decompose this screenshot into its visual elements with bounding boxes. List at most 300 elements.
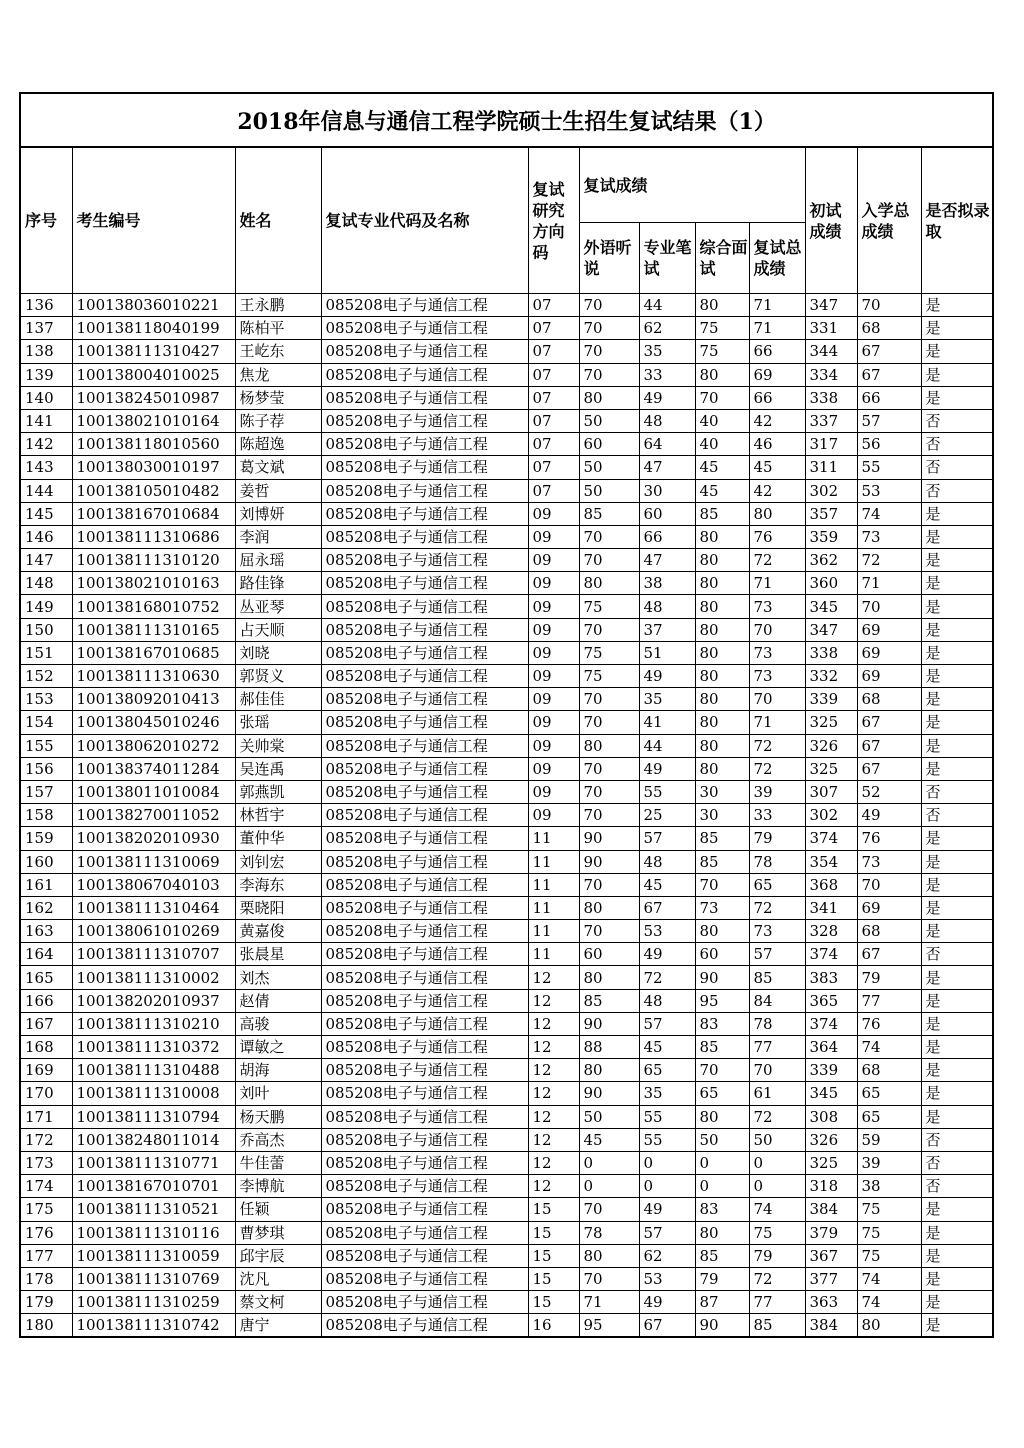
- interview-cell: 85: [695, 1244, 749, 1267]
- initial-cell: 384: [805, 1314, 857, 1338]
- initial-cell: 359: [805, 525, 857, 548]
- admission-total-cell: 70: [857, 294, 921, 317]
- written-cell: 25: [639, 804, 695, 827]
- foreign-cell: 85: [579, 502, 639, 525]
- exam-id-cell: 100138118040199: [72, 317, 235, 340]
- interview-cell: 87: [695, 1291, 749, 1314]
- admission-total-cell: 59: [857, 1128, 921, 1151]
- written-cell: 47: [639, 456, 695, 479]
- name-cell: 邱宇辰: [235, 1244, 321, 1267]
- foreign-cell: 95: [579, 1314, 639, 1338]
- table-row: [20, 1221, 993, 1244]
- admission-total-cell: 69: [857, 896, 921, 919]
- initial-cell: 338: [805, 386, 857, 409]
- admission-total-cell: 70: [857, 873, 921, 896]
- written-cell: 67: [639, 896, 695, 919]
- seq-cell: 158: [20, 804, 72, 827]
- written-cell: 35: [639, 1082, 695, 1105]
- interview-cell: 80: [695, 618, 749, 641]
- name-cell: 陈柏平: [235, 317, 321, 340]
- seq-cell: 164: [20, 943, 72, 966]
- direction-cell: 09: [528, 618, 579, 641]
- admit-cell: 是: [921, 1291, 993, 1314]
- name-cell: 张晨星: [235, 943, 321, 966]
- direction-cell: 16: [528, 1314, 579, 1338]
- exam-id-cell: 100138111310630: [72, 665, 235, 688]
- written-cell: 48: [639, 850, 695, 873]
- exam-id-cell: 100138111310686: [72, 525, 235, 548]
- admission-total-cell: 65: [857, 1105, 921, 1128]
- foreign-cell: 90: [579, 827, 639, 850]
- admit-cell: 是: [921, 641, 993, 664]
- initial-cell: 374: [805, 1012, 857, 1035]
- initial-cell: 339: [805, 688, 857, 711]
- written-cell: 62: [639, 317, 695, 340]
- interview-cell: 85: [695, 850, 749, 873]
- interview-cell: 85: [695, 827, 749, 850]
- retest-total-cell: 42: [749, 479, 805, 502]
- initial-cell: 307: [805, 780, 857, 803]
- header-exam-id: 考生编号: [72, 147, 235, 294]
- admission-total-cell: 66: [857, 386, 921, 409]
- written-cell: 57: [639, 1012, 695, 1035]
- table-row: [20, 595, 993, 618]
- initial-cell: 325: [805, 757, 857, 780]
- written-cell: 41: [639, 711, 695, 734]
- admit-cell: 否: [921, 1175, 993, 1198]
- written-cell: 49: [639, 1198, 695, 1221]
- major-cell: 085208电子与通信工程: [321, 1291, 528, 1314]
- major-cell: 085208电子与通信工程: [321, 479, 528, 502]
- admission-total-cell: 68: [857, 317, 921, 340]
- major-cell: 085208电子与通信工程: [321, 943, 528, 966]
- initial-cell: 360: [805, 572, 857, 595]
- exam-id-cell: 100138030010197: [72, 456, 235, 479]
- foreign-cell: 70: [579, 618, 639, 641]
- foreign-cell: 70: [579, 780, 639, 803]
- initial-cell: 347: [805, 294, 857, 317]
- major-cell: 085208电子与通信工程: [321, 989, 528, 1012]
- admission-total-cell: 74: [857, 502, 921, 525]
- name-cell: 王永鹏: [235, 294, 321, 317]
- interview-cell: 80: [695, 363, 749, 386]
- major-cell: 085208电子与通信工程: [321, 294, 528, 317]
- written-cell: 49: [639, 943, 695, 966]
- exam-id-cell: 100138111310771: [72, 1151, 235, 1174]
- admit-cell: 是: [921, 688, 993, 711]
- interview-cell: 80: [695, 711, 749, 734]
- name-cell: 占天顺: [235, 618, 321, 641]
- foreign-cell: 90: [579, 1082, 639, 1105]
- foreign-cell: 80: [579, 386, 639, 409]
- admit-cell: 是: [921, 1314, 993, 1338]
- major-cell: 085208电子与通信工程: [321, 1314, 528, 1338]
- foreign-cell: 71: [579, 1291, 639, 1314]
- name-cell: 路佳锋: [235, 572, 321, 595]
- foreign-cell: 0: [579, 1151, 639, 1174]
- admission-total-cell: 65: [857, 1082, 921, 1105]
- major-cell: 085208电子与通信工程: [321, 1175, 528, 1198]
- admit-cell: 否: [921, 780, 993, 803]
- foreign-cell: 80: [579, 1059, 639, 1082]
- exam-id-cell: 100138168010752: [72, 595, 235, 618]
- direction-cell: 07: [528, 317, 579, 340]
- table-row: [20, 989, 993, 1012]
- written-cell: 53: [639, 1267, 695, 1290]
- retest-total-cell: 79: [749, 1244, 805, 1267]
- admission-total-cell: 76: [857, 827, 921, 850]
- initial-cell: 383: [805, 966, 857, 989]
- foreign-cell: 80: [579, 572, 639, 595]
- direction-cell: 09: [528, 572, 579, 595]
- name-cell: 李博航: [235, 1175, 321, 1198]
- table-row: [20, 317, 993, 340]
- table-row: [20, 757, 993, 780]
- written-cell: 35: [639, 340, 695, 363]
- admit-cell: 是: [921, 1036, 993, 1059]
- foreign-cell: 50: [579, 456, 639, 479]
- interview-cell: 45: [695, 456, 749, 479]
- interview-cell: 80: [695, 665, 749, 688]
- admission-total-cell: 57: [857, 409, 921, 432]
- seq-cell: 147: [20, 549, 72, 572]
- name-cell: 董仲华: [235, 827, 321, 850]
- foreign-cell: 70: [579, 340, 639, 363]
- written-cell: 67: [639, 1314, 695, 1338]
- header-admit: 是否拟录取: [921, 147, 993, 294]
- interview-cell: 80: [695, 595, 749, 618]
- initial-cell: 337: [805, 409, 857, 432]
- retest-total-cell: 0: [749, 1151, 805, 1174]
- foreign-cell: 60: [579, 433, 639, 456]
- retest-total-cell: 65: [749, 873, 805, 896]
- major-cell: 085208电子与通信工程: [321, 827, 528, 850]
- major-cell: 085208电子与通信工程: [321, 525, 528, 548]
- initial-cell: 354: [805, 850, 857, 873]
- admission-total-cell: 75: [857, 1244, 921, 1267]
- header-written: 专业笔试: [639, 223, 695, 294]
- direction-cell: 09: [528, 595, 579, 618]
- initial-cell: 362: [805, 549, 857, 572]
- foreign-cell: 50: [579, 479, 639, 502]
- seq-cell: 178: [20, 1267, 72, 1290]
- exam-id-cell: 100138045010246: [72, 711, 235, 734]
- exam-id-cell: 100138067040103: [72, 873, 235, 896]
- major-cell: 085208电子与通信工程: [321, 572, 528, 595]
- table-row: [20, 1314, 993, 1338]
- admit-cell: 是: [921, 502, 993, 525]
- written-cell: 57: [639, 827, 695, 850]
- foreign-cell: 70: [579, 920, 639, 943]
- seq-cell: 149: [20, 595, 72, 618]
- direction-cell: 09: [528, 665, 579, 688]
- foreign-cell: 85: [579, 989, 639, 1012]
- initial-cell: 334: [805, 363, 857, 386]
- exam-id-cell: 100138105010482: [72, 479, 235, 502]
- seq-cell: 137: [20, 317, 72, 340]
- admit-cell: 是: [921, 618, 993, 641]
- table-row: [20, 711, 993, 734]
- written-cell: 0: [639, 1151, 695, 1174]
- retest-total-cell: 72: [749, 1105, 805, 1128]
- admission-total-cell: 67: [857, 363, 921, 386]
- foreign-cell: 70: [579, 549, 639, 572]
- written-cell: 35: [639, 688, 695, 711]
- table-row: [20, 479, 993, 502]
- foreign-cell: 75: [579, 665, 639, 688]
- retest-total-cell: 84: [749, 989, 805, 1012]
- table-row: [20, 1291, 993, 1314]
- table-row: [20, 1244, 993, 1267]
- direction-cell: 09: [528, 688, 579, 711]
- direction-cell: 12: [528, 989, 579, 1012]
- table-row: [20, 502, 993, 525]
- seq-cell: 170: [20, 1082, 72, 1105]
- direction-cell: 09: [528, 711, 579, 734]
- major-cell: 085208电子与通信工程: [321, 618, 528, 641]
- table-row: [20, 1059, 993, 1082]
- written-cell: 49: [639, 665, 695, 688]
- exam-id-cell: 100138021010163: [72, 572, 235, 595]
- initial-cell: 374: [805, 827, 857, 850]
- seq-cell: 138: [20, 340, 72, 363]
- interview-cell: 70: [695, 873, 749, 896]
- table-row: [20, 966, 993, 989]
- admission-total-cell: 68: [857, 1059, 921, 1082]
- initial-cell: 326: [805, 734, 857, 757]
- initial-cell: 311: [805, 456, 857, 479]
- direction-cell: 09: [528, 549, 579, 572]
- initial-cell: 363: [805, 1291, 857, 1314]
- major-cell: 085208电子与通信工程: [321, 873, 528, 896]
- interview-cell: 80: [695, 525, 749, 548]
- name-cell: 李海东: [235, 873, 321, 896]
- exam-id-cell: 100138111310427: [72, 340, 235, 363]
- initial-cell: 364: [805, 1036, 857, 1059]
- admit-cell: 是: [921, 363, 993, 386]
- interview-cell: 80: [695, 641, 749, 664]
- header-interview: 综合面试: [695, 223, 749, 294]
- interview-cell: 80: [695, 734, 749, 757]
- table-row: [20, 641, 993, 664]
- written-cell: 64: [639, 433, 695, 456]
- admission-total-cell: 74: [857, 1291, 921, 1314]
- exam-id-cell: 100138111310769: [72, 1267, 235, 1290]
- initial-cell: 332: [805, 665, 857, 688]
- name-cell: 林哲宇: [235, 804, 321, 827]
- table-row: [20, 456, 993, 479]
- retest-total-cell: 72: [749, 734, 805, 757]
- admission-total-cell: 77: [857, 989, 921, 1012]
- major-cell: 085208电子与通信工程: [321, 850, 528, 873]
- seq-cell: 159: [20, 827, 72, 850]
- admit-cell: 是: [921, 1082, 993, 1105]
- document-title: 2018年信息与通信工程学院硕士生招生复试结果（1）: [20, 93, 993, 147]
- major-cell: 085208电子与通信工程: [321, 641, 528, 664]
- admit-cell: 是: [921, 711, 993, 734]
- interview-cell: 45: [695, 479, 749, 502]
- direction-cell: 07: [528, 433, 579, 456]
- exam-id-cell: 100138111310008: [72, 1082, 235, 1105]
- name-cell: 胡海: [235, 1059, 321, 1082]
- foreign-cell: 70: [579, 711, 639, 734]
- admit-cell: 是: [921, 1198, 993, 1221]
- direction-cell: 07: [528, 294, 579, 317]
- interview-cell: 85: [695, 1036, 749, 1059]
- retest-total-cell: 73: [749, 920, 805, 943]
- interview-cell: 79: [695, 1267, 749, 1290]
- name-cell: 高骏: [235, 1012, 321, 1035]
- written-cell: 48: [639, 989, 695, 1012]
- written-cell: 38: [639, 572, 695, 595]
- name-cell: 李润: [235, 525, 321, 548]
- retest-total-cell: 70: [749, 1059, 805, 1082]
- admit-cell: 否: [921, 409, 993, 432]
- initial-cell: 326: [805, 1128, 857, 1151]
- seq-cell: 172: [20, 1128, 72, 1151]
- initial-cell: 365: [805, 989, 857, 1012]
- seq-cell: 156: [20, 757, 72, 780]
- seq-cell: 157: [20, 780, 72, 803]
- name-cell: 刘钊宏: [235, 850, 321, 873]
- exam-id-cell: 100138036010221: [72, 294, 235, 317]
- exam-id-cell: 100138167010701: [72, 1175, 235, 1198]
- name-cell: 张瑶: [235, 711, 321, 734]
- major-cell: 085208电子与通信工程: [321, 780, 528, 803]
- seq-cell: 154: [20, 711, 72, 734]
- table-row: [20, 1012, 993, 1035]
- seq-cell: 166: [20, 989, 72, 1012]
- name-cell: 郭贤义: [235, 665, 321, 688]
- header-initial: 初试成绩: [805, 147, 857, 294]
- major-cell: 085208电子与通信工程: [321, 1267, 528, 1290]
- seq-cell: 162: [20, 896, 72, 919]
- direction-cell: 12: [528, 1036, 579, 1059]
- direction-cell: 12: [528, 1151, 579, 1174]
- admit-cell: 是: [921, 549, 993, 572]
- interview-cell: 80: [695, 572, 749, 595]
- major-cell: 085208电子与通信工程: [321, 340, 528, 363]
- major-cell: 085208电子与通信工程: [321, 549, 528, 572]
- major-cell: 085208电子与通信工程: [321, 920, 528, 943]
- interview-cell: 90: [695, 966, 749, 989]
- foreign-cell: 60: [579, 943, 639, 966]
- admission-total-cell: 70: [857, 595, 921, 618]
- exam-id-cell: 100138374011284: [72, 757, 235, 780]
- direction-cell: 07: [528, 479, 579, 502]
- retest-total-cell: 80: [749, 502, 805, 525]
- major-cell: 085208电子与通信工程: [321, 711, 528, 734]
- seq-cell: 153: [20, 688, 72, 711]
- retest-total-cell: 66: [749, 340, 805, 363]
- header-admission-total: 入学总成绩: [857, 147, 921, 294]
- initial-cell: 344: [805, 340, 857, 363]
- exam-id-cell: 100138111310259: [72, 1291, 235, 1314]
- direction-cell: 11: [528, 920, 579, 943]
- written-cell: 55: [639, 1105, 695, 1128]
- admit-cell: 否: [921, 433, 993, 456]
- seq-cell: 173: [20, 1151, 72, 1174]
- exam-id-cell: 100138062010272: [72, 734, 235, 757]
- foreign-cell: 0: [579, 1175, 639, 1198]
- direction-cell: 11: [528, 896, 579, 919]
- written-cell: 57: [639, 1221, 695, 1244]
- admission-total-cell: 69: [857, 641, 921, 664]
- seq-cell: 163: [20, 920, 72, 943]
- major-cell: 085208电子与通信工程: [321, 363, 528, 386]
- admission-total-cell: 55: [857, 456, 921, 479]
- seq-cell: 146: [20, 525, 72, 548]
- initial-cell: 325: [805, 711, 857, 734]
- name-cell: 陈超逸: [235, 433, 321, 456]
- seq-cell: 161: [20, 873, 72, 896]
- exam-id-cell: 100138011010084: [72, 780, 235, 803]
- results-table: [19, 92, 994, 1338]
- direction-cell: 12: [528, 1175, 579, 1198]
- major-cell: 085208电子与通信工程: [321, 665, 528, 688]
- admission-total-cell: 76: [857, 1012, 921, 1035]
- name-cell: 关帅棠: [235, 734, 321, 757]
- foreign-cell: 70: [579, 873, 639, 896]
- header-major: 复试专业代码及名称: [321, 147, 528, 294]
- admit-cell: 是: [921, 734, 993, 757]
- initial-cell: 345: [805, 595, 857, 618]
- admission-total-cell: 71: [857, 572, 921, 595]
- admission-total-cell: 39: [857, 1151, 921, 1174]
- direction-cell: 12: [528, 1012, 579, 1035]
- direction-cell: 11: [528, 943, 579, 966]
- retest-total-cell: 70: [749, 688, 805, 711]
- table-row: [20, 1267, 993, 1290]
- name-cell: 任颖: [235, 1198, 321, 1221]
- exam-id-cell: 100138111310002: [72, 966, 235, 989]
- admission-total-cell: 79: [857, 966, 921, 989]
- header-name: 姓名: [235, 147, 321, 294]
- initial-cell: 325: [805, 1151, 857, 1174]
- initial-cell: 368: [805, 873, 857, 896]
- table-row: [20, 1105, 993, 1128]
- name-cell: 谭敏之: [235, 1036, 321, 1059]
- table-row: [20, 873, 993, 896]
- foreign-cell: 90: [579, 850, 639, 873]
- name-cell: 牛佳蕾: [235, 1151, 321, 1174]
- retest-total-cell: 75: [749, 1221, 805, 1244]
- exam-id-cell: 100138092010413: [72, 688, 235, 711]
- exam-id-cell: 100138111310069: [72, 850, 235, 873]
- table-body: [20, 294, 993, 1338]
- direction-cell: 07: [528, 456, 579, 479]
- interview-cell: 80: [695, 920, 749, 943]
- written-cell: 55: [639, 1128, 695, 1151]
- retest-total-cell: 45: [749, 456, 805, 479]
- name-cell: 刘杰: [235, 966, 321, 989]
- seq-cell: 136: [20, 294, 72, 317]
- admit-cell: 是: [921, 827, 993, 850]
- major-cell: 085208电子与通信工程: [321, 734, 528, 757]
- retest-total-cell: 73: [749, 641, 805, 664]
- interview-cell: 80: [695, 688, 749, 711]
- written-cell: 66: [639, 525, 695, 548]
- interview-cell: 70: [695, 1059, 749, 1082]
- direction-cell: 15: [528, 1267, 579, 1290]
- retest-total-cell: 61: [749, 1082, 805, 1105]
- exam-id-cell: 100138167010685: [72, 641, 235, 664]
- initial-cell: 302: [805, 479, 857, 502]
- seq-cell: 148: [20, 572, 72, 595]
- admit-cell: 是: [921, 896, 993, 919]
- table-row: [20, 804, 993, 827]
- written-cell: 48: [639, 595, 695, 618]
